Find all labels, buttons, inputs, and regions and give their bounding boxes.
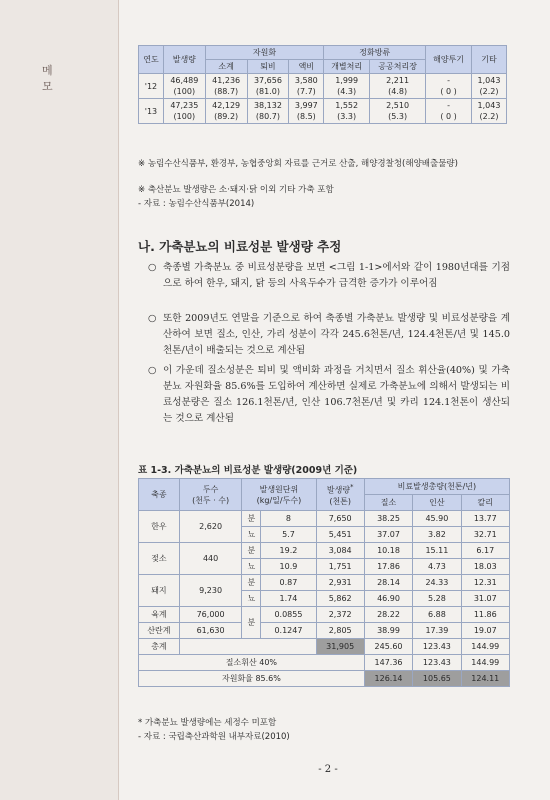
bullet-circle-icon: ○ xyxy=(148,313,157,324)
cell-value: 37,656 xyxy=(253,76,282,85)
table-row xyxy=(139,575,510,591)
col-heads-label: 두수 xyxy=(202,484,219,494)
cell: 38.99 xyxy=(364,623,412,639)
col-liquid: 액비 xyxy=(289,60,324,74)
cell-pct: ( 0 ) xyxy=(440,112,457,121)
cell: 6.88 xyxy=(413,607,461,623)
cell: 3.82 xyxy=(413,527,461,543)
cell-heads: 440 xyxy=(179,543,242,575)
cell xyxy=(205,99,247,124)
cell xyxy=(426,99,472,124)
col-potash: 칼리 xyxy=(461,495,509,511)
cell-heads: 9,230 xyxy=(179,575,242,607)
cell: 126.14 xyxy=(364,671,412,687)
cell-year: '13 xyxy=(139,99,164,124)
cell-value: 3,997 xyxy=(294,101,318,110)
col-purification: 정화방류 xyxy=(324,46,426,60)
col-generation: 발생량 xyxy=(163,46,205,74)
cell-type: 분 xyxy=(242,607,261,639)
cell-pct: (100) xyxy=(173,87,196,96)
cell: 123.43 xyxy=(413,639,461,655)
col-other: 기타 xyxy=(471,46,506,74)
cell xyxy=(370,74,426,99)
cell: 147.36 xyxy=(364,655,412,671)
cell-species: 산란계 xyxy=(139,623,180,639)
col-public: 공공처리장 xyxy=(370,60,426,74)
cell: 18.03 xyxy=(461,559,509,575)
cell: 5,862 xyxy=(316,591,364,607)
bullet-circle-icon: ○ xyxy=(148,262,157,273)
table-row xyxy=(139,74,507,99)
cell-value: 1,043 xyxy=(477,76,501,85)
cell xyxy=(370,99,426,124)
cell: 28.14 xyxy=(364,575,412,591)
cell xyxy=(324,99,370,124)
cell-species: 한우 xyxy=(139,511,180,543)
cell-value: 42,129 xyxy=(212,101,241,110)
cell-pct: (80.7) xyxy=(255,112,280,121)
bullet-circle-icon: ○ xyxy=(148,365,157,376)
cell-value: 38,132 xyxy=(253,101,282,110)
table-row xyxy=(139,99,507,124)
cell: 11.86 xyxy=(461,607,509,623)
cell: 3,084 xyxy=(316,543,364,559)
cell: 105.65 xyxy=(413,671,461,687)
cell-pct: (4.3) xyxy=(337,87,357,96)
cell-pct: (88.7) xyxy=(214,87,239,96)
cell-type: 분 xyxy=(242,575,261,591)
cell-value: - xyxy=(447,76,451,85)
cell-total-label: 총계 xyxy=(139,639,180,655)
cell-value: 1,552 xyxy=(335,101,359,110)
cell-pct: (81.0) xyxy=(255,87,280,96)
section-title: 나. 가축분뇨의 비료성분 발생량 추정 xyxy=(138,239,342,254)
cell-type: 뇨 xyxy=(242,527,261,543)
paragraph xyxy=(148,311,510,359)
cell xyxy=(163,74,205,99)
cell xyxy=(247,74,289,99)
cell: 144.99 xyxy=(461,639,509,655)
table1-note-source: - 자료 : 농림수산식품부(2014) xyxy=(138,199,255,209)
cell-type: 분 xyxy=(242,511,261,527)
table-row xyxy=(139,543,510,559)
cell-volat-label: 질소휘산 40% xyxy=(139,655,365,671)
cell: 5.7 xyxy=(261,527,316,543)
cell-heads: 2,620 xyxy=(179,511,242,543)
col-generation xyxy=(316,479,364,511)
col-heads xyxy=(179,479,242,511)
cell: 144.99 xyxy=(461,655,509,671)
table-row xyxy=(139,511,510,527)
table2-caption: 표 1-3. 가축분뇨의 비료성분 발생량(2009년 기준) xyxy=(138,465,358,476)
cell-value: 47,235 xyxy=(170,101,199,110)
col-phosphate: 인산 xyxy=(413,495,461,511)
cell xyxy=(471,99,506,124)
cell: 28.22 xyxy=(364,607,412,623)
cell: 10.9 xyxy=(261,559,316,575)
cell-recycle-label: 자원화율 85.6% xyxy=(139,671,365,687)
cell xyxy=(324,74,370,99)
cell-heads: 61,630 xyxy=(179,623,242,639)
paragraph-text: 또한 2009년도 연말을 기준으로 하여 축종별 가축분뇨 발생량 및 비료성분량을 계산하여 보면 질소, 인산, 가리 성분이 각각 245.6천톤/년, 124.4천톤/년 및 145.0천톤/년이 배출되는 것으로 계산됨 xyxy=(163,313,510,356)
table-row xyxy=(139,623,510,639)
cell: 0.1247 xyxy=(261,623,316,639)
cell-year: '12 xyxy=(139,74,164,99)
col-fertilizer-total: 비료발생총량(천톤/년) xyxy=(364,479,509,495)
cell: 38.25 xyxy=(364,511,412,527)
cell: 1,751 xyxy=(316,559,364,575)
cell: 17.86 xyxy=(364,559,412,575)
cell: 8 xyxy=(261,511,316,527)
cell-pct: ( 0 ) xyxy=(440,87,457,96)
col-nitrogen: 질소 xyxy=(364,495,412,511)
cell: 19.07 xyxy=(461,623,509,639)
cell: 4.73 xyxy=(413,559,461,575)
cell-pct: (2.2) xyxy=(479,112,499,121)
cell-value: - xyxy=(447,101,451,110)
recycle-row xyxy=(139,671,510,687)
cell-pct: (2.2) xyxy=(479,87,499,96)
col-unit-generation xyxy=(242,479,316,511)
col-gen-label: 발생량 xyxy=(326,485,351,495)
cell-heads: 76,000 xyxy=(179,607,242,623)
cell-pct: (89.2) xyxy=(214,112,239,121)
cell: 13.77 xyxy=(461,511,509,527)
col-species: 축종 xyxy=(139,479,180,511)
cell: 24.33 xyxy=(413,575,461,591)
cell: 15.11 xyxy=(413,543,461,559)
cell xyxy=(247,99,289,124)
cell: 2,931 xyxy=(316,575,364,591)
cell: 5.28 xyxy=(413,591,461,607)
cell-type: 뇨 xyxy=(242,591,261,607)
cell: 5,451 xyxy=(316,527,364,543)
cell: 12.31 xyxy=(461,575,509,591)
cell: 2,372 xyxy=(316,607,364,623)
cell: 45.90 xyxy=(413,511,461,527)
cell-pct: (8.5) xyxy=(296,112,316,121)
cell: 0.0855 xyxy=(261,607,316,623)
cell xyxy=(163,99,205,124)
cell: 245.60 xyxy=(364,639,412,655)
table1-note-sources: ※ 농림수산식품부, 환경부, 농협중앙회 자료를 근거로 산출, 해양경찰청(해양배출물량) xyxy=(138,159,458,169)
cell: 123.43 xyxy=(413,655,461,671)
table1-note-other: ※ 축산분뇨 발생량은 소·돼지·닭 이외 기타 가축 포함 xyxy=(138,185,334,195)
cell xyxy=(289,74,324,99)
cell: 0.87 xyxy=(261,575,316,591)
total-row xyxy=(139,639,510,655)
col-individual: 개별처리 xyxy=(324,60,370,74)
cell xyxy=(471,74,506,99)
col-unit-gen-label: 발생원단위 xyxy=(259,484,299,494)
memo-column xyxy=(0,0,119,800)
cell xyxy=(289,99,324,124)
table2-note-source: - 자료 : 국립축산과학원 내부자료(2010) xyxy=(138,732,290,742)
cell-pct: (100) xyxy=(173,112,196,121)
cell-value: 2,510 xyxy=(386,101,410,110)
memo-label: 메 모 xyxy=(42,64,75,93)
cell: 32.71 xyxy=(461,527,509,543)
cell: 124.11 xyxy=(461,671,509,687)
cell-empty xyxy=(179,639,316,655)
cell-type: 뇨 xyxy=(242,559,261,575)
cell-value: 1,043 xyxy=(477,101,501,110)
cell: 37.07 xyxy=(364,527,412,543)
cell-total-generation: 31,905 xyxy=(316,639,364,655)
cell-value: 2,211 xyxy=(386,76,410,85)
cell xyxy=(205,74,247,99)
cell-value: 3,580 xyxy=(294,76,318,85)
cell-pct: (7.7) xyxy=(296,87,316,96)
page-number: - 2 - xyxy=(318,764,338,775)
col-gen-unit: (천톤) xyxy=(329,496,352,506)
cell-value: 41,236 xyxy=(212,76,241,85)
cell-pct: (5.3) xyxy=(388,112,408,121)
col-manure: 퇴비 xyxy=(247,60,289,74)
col-resource: 자원화 xyxy=(205,46,324,60)
col-ocean: 해양투기 xyxy=(426,46,472,74)
col-subtotal: 소계 xyxy=(205,60,247,74)
cell-species: 돼지 xyxy=(139,575,180,607)
cell: 19.2 xyxy=(261,543,316,559)
paragraph-text: 축종별 가축분뇨 중 비료성분량을 보면 <그림 1-1>에서와 같이 1980년대를 기점으로 하여 한우, 돼지, 닭 등의 사육두수가 급격한 증가가 이루어짐 xyxy=(163,262,510,289)
cell-value: 1,999 xyxy=(335,76,359,85)
cell: 46.90 xyxy=(364,591,412,607)
paragraph xyxy=(148,363,510,427)
cell-species: 육계 xyxy=(139,607,180,623)
cell xyxy=(426,74,472,99)
table-row xyxy=(139,607,510,623)
cell-pct: (3.3) xyxy=(337,112,357,121)
fertilizer-component-table xyxy=(138,478,510,687)
cell: 7,650 xyxy=(316,511,364,527)
livestock-manure-treatment-table xyxy=(138,45,507,124)
cell-species: 젖소 xyxy=(139,543,180,575)
cell: 17.39 xyxy=(413,623,461,639)
cell: 2,805 xyxy=(316,623,364,639)
cell-type: 분 xyxy=(242,543,261,559)
paragraph xyxy=(148,260,510,292)
cell: 31.07 xyxy=(461,591,509,607)
volatilization-row xyxy=(139,655,510,671)
cell: 6.17 xyxy=(461,543,509,559)
cell: 1.74 xyxy=(261,591,316,607)
col-gen-sup: * xyxy=(350,483,354,492)
cell: 10.18 xyxy=(364,543,412,559)
paragraph-text: 이 가운데 질소성분은 퇴비 및 액비화 과정을 거치면서 질소 휘산율(40%) 및 가축분뇨 자원화율 85.6%를 도입하여 계산하면 실제로 가축분뇨에 의해서 발생되는 비료성분량은 질소 126.1천톤/년, 인산 106.7천톤/년 및 카리 124.1천톤이 생산되는 것으로 계산됨 xyxy=(163,365,510,424)
table2-note-wash: * 가축분뇨 발생량에는 세정수 미포함 xyxy=(138,718,277,728)
col-heads-unit: (천두 · 수) xyxy=(192,495,230,505)
col-year: 연도 xyxy=(139,46,164,74)
cell-value: 46,489 xyxy=(170,76,199,85)
cell-pct: (4.8) xyxy=(388,87,408,96)
col-unit-gen-unit: (kg/일/두수) xyxy=(256,495,302,505)
